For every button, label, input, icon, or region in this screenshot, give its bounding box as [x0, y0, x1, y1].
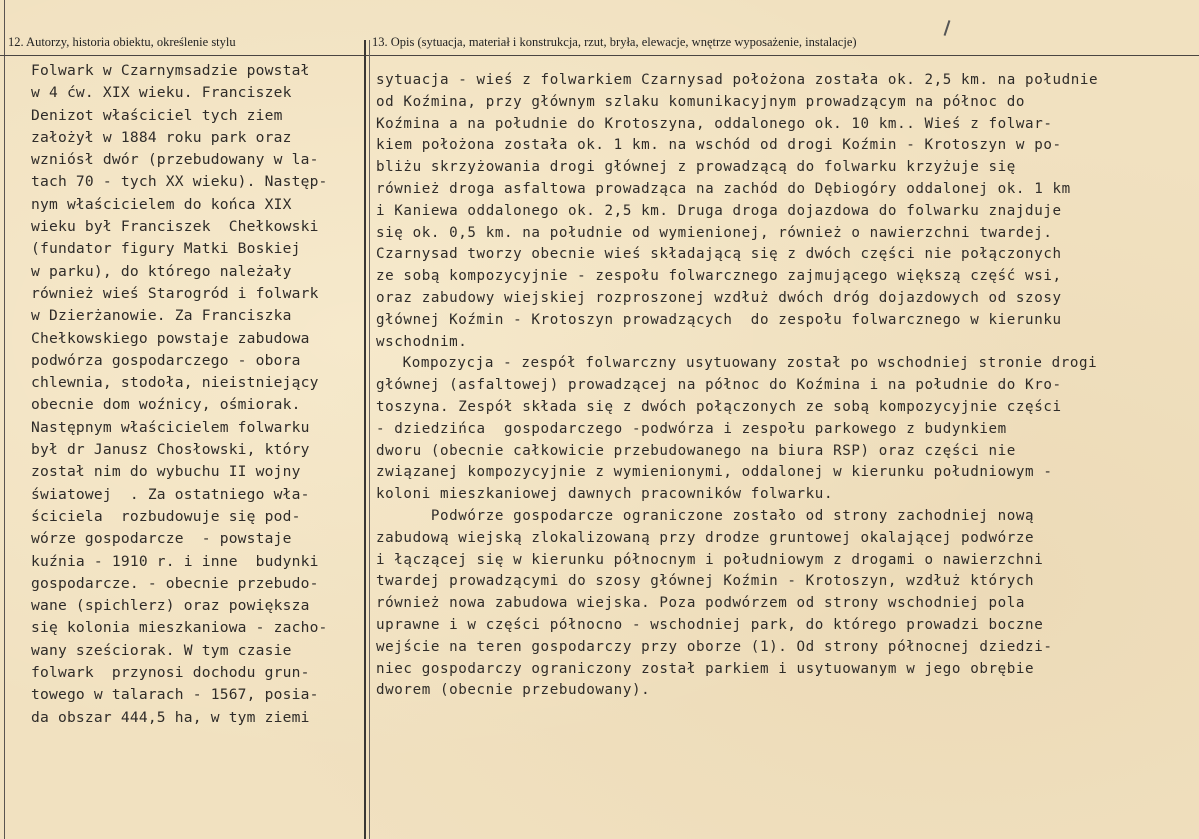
- description-text-line: - dziedzińca gospodarczego -podwórza i zespołu parkowego z budynkiem: [376, 420, 1007, 437]
- history-text-line: obecnie dom woźnicy, ośmiorak.: [31, 396, 301, 414]
- history-text-line: kuźnia - 1910 r. i inne budynki: [31, 552, 319, 570]
- description-text-line: Czarnysad tworzy obecnie wieś składającą się z dwóch części nie połączonych: [376, 246, 1062, 263]
- history-text-line: wieku był Franciszek Chełkowski: [31, 218, 319, 236]
- description-text-line: uprawne i w części północno - wschodniej park, do którego prowadzi boczne: [376, 616, 1044, 633]
- history-text-line: towego w talarach - 1567, posia-: [31, 686, 319, 704]
- description-text-line: niec gospodarczy ograniczony został parkiem i usytuowanym w jego obrębie: [376, 660, 1035, 677]
- history-text-line: został nim do wybuchu II wojny: [31, 463, 301, 481]
- description-text-column: [366, 70, 1099, 702]
- history-text-line: chlewnia, stodoła, nieistniejący: [31, 374, 319, 392]
- description-text-line: zabudową wiejską zlokalizowaną przy drodze gruntowej okalającej podwórze: [376, 529, 1035, 546]
- description-text-line: i łączącej się w kierunku północnym i południowym z drogami o nawierzchni: [376, 551, 1044, 568]
- history-text-line: światowej . Za ostatniego wła-: [31, 485, 310, 503]
- history-text-line: wzniósł dwór (przebudowany w la-: [31, 151, 319, 169]
- history-text-line: również wieś Starogród i folwark: [31, 284, 319, 302]
- description-text-line: również droga asfaltowa prowadząca na zachód do Dębiogóry oddalonej ok. 1 km: [376, 180, 1071, 197]
- header-divider-line: [0, 55, 1199, 56]
- history-text-line: ściciela rozbudowuje się pod-: [31, 507, 301, 525]
- description-text-line: i Kaniewa oddalonego ok. 2,5 km. Druga droga dojazdowa do folwarku znajduje: [376, 202, 1062, 219]
- description-text-line: ze sobą kompozycyjnie - zespołu folwarcznego zajmującego większą część wsi,: [376, 268, 1062, 285]
- section-12-header: 12. Autorzy, historia obiektu, określenie stylu: [8, 35, 236, 49]
- description-text-line: kiem położona została ok. 1 km. na wschód od drogi Koźmin - Krotoszyn w po-: [376, 137, 1062, 154]
- history-text-line: Folwark w Czarnymsadzie powstał: [31, 62, 310, 79]
- history-text-line: (fundator figury Matki Boskiej: [31, 240, 301, 258]
- left-border-line: [4, 0, 5, 839]
- description-text-line: się ok. 0,5 km. na południe od wymienionej, również o nawierzchni twardej.: [376, 224, 1053, 241]
- history-text-line: założył w 1884 roku park oraz: [31, 128, 292, 146]
- history-text-line: da obszar 444,5 ha, w tym ziemi: [31, 708, 310, 726]
- description-text-line: głównej Koźmin - Krotoszyn prowadzących do zespołu folwarcznego w kierunku: [376, 311, 1062, 328]
- column-divider-line-inner: [369, 40, 370, 839]
- history-text-line: się kolonia mieszkaniowa - zacho-: [31, 619, 328, 637]
- history-text-line: folwark przynosi dochodu grun-: [31, 664, 310, 682]
- history-text-line: był dr Janusz Chosłowski, który: [31, 441, 310, 459]
- pencil-mark: [944, 20, 951, 36]
- history-text-line: wane (spichlerz) oraz powiększa: [31, 597, 310, 615]
- history-text-column: [31, 60, 328, 729]
- description-text-line: dworem (obecnie przebudowany).: [376, 682, 651, 699]
- section-13-header: 13. Opis (sytuacja, materiał i konstrukcja, rzut, bryła, elewacje, wnętrze wyposażenie, instalacje): [372, 35, 857, 49]
- description-text-line: Kompozycja - zespół folwarczny usytuowany został po wschodniej stronie drogi: [366, 355, 1098, 372]
- history-text-line: w Dzierżanowie. Za Franciszka: [31, 307, 292, 325]
- history-text-line: Denizot właściciel tych ziem: [31, 106, 283, 124]
- history-text-line: Następnym właścicielem folwarku: [31, 418, 310, 436]
- description-text-line: głównej (asfaltowej) prowadzącej na północ do Koźmina i na południe do Kro-: [376, 377, 1062, 394]
- description-text-line: dworu (obecnie całkowicie przebudowanego na biura RSP) oraz części nie: [376, 442, 1016, 459]
- description-text-line: Podwórze gospodarcze ograniczone zostało od strony zachodniej nową: [376, 507, 1035, 524]
- description-text-line: bliżu skrzyżowania drogi głównej z prowadzącą do folwarku krzyżuje się: [376, 159, 1016, 176]
- description-text-line: twardej prowadzącymi do szosy głównej Koźmin - Krotoszyn, wzdłuż których: [376, 573, 1035, 590]
- column-divider-line: [364, 40, 366, 839]
- history-text-line: tach 70 - tych XX wieku). Następ-: [31, 173, 328, 191]
- history-text-line: w parku), do którego należały: [31, 262, 292, 280]
- description-text-line: Koźmina a na południe do Krotoszyna, oddalonego ok. 10 km.. Wieś z folwar-: [376, 115, 1053, 132]
- history-text-line: nym właścicielem do końca XIX: [31, 195, 292, 213]
- history-text-line: w 4 ćw. XIX wieku. Franciszek: [31, 84, 292, 102]
- description-text-line: wschodnim.: [376, 333, 468, 350]
- description-text-line: sytuacja - wieś z folwarkiem Czarnysad położona została ok. 2,5 km. na południe: [376, 72, 1099, 88]
- description-text-line: od Koźmina, przy głównym szlaku komunikacyjnym prowadzącym na północ do: [376, 93, 1026, 110]
- description-text-line: koloni mieszkaniowej dawnych pracowników folwarku.: [376, 486, 834, 503]
- history-text-line: podwórza gospodarczego - obora: [31, 351, 301, 369]
- description-text-line: toszyna. Zespół składa się z dwóch połączonych ze sobą kompozycyjnie części: [376, 398, 1062, 415]
- description-text-line: wejście na teren gospodarczy przy oborze (1). Od strony północnej dziedzi-: [376, 638, 1053, 655]
- description-text-line: związanej kompozycyjnie z wymienionymi, oddalonej w kierunku południowym -: [376, 464, 1053, 481]
- description-text-line: oraz zabudowy wiejskiej rozproszonej wzdłuż dwóch dróg dojazdowych od szosy: [376, 289, 1062, 306]
- history-text-line: Chełkowskiego powstaje zabudowa: [31, 329, 310, 347]
- history-text-line: wórze gospodarcze - powstaje: [31, 530, 292, 548]
- history-text-line: wany sześciorak. W tym czasie: [31, 641, 292, 659]
- description-text-line: również nowa zabudowa wiejska. Poza podwórzem od strony wschodniej pola: [376, 595, 1026, 612]
- history-text-line: gospodarcze. - obecnie przebudo-: [31, 574, 319, 592]
